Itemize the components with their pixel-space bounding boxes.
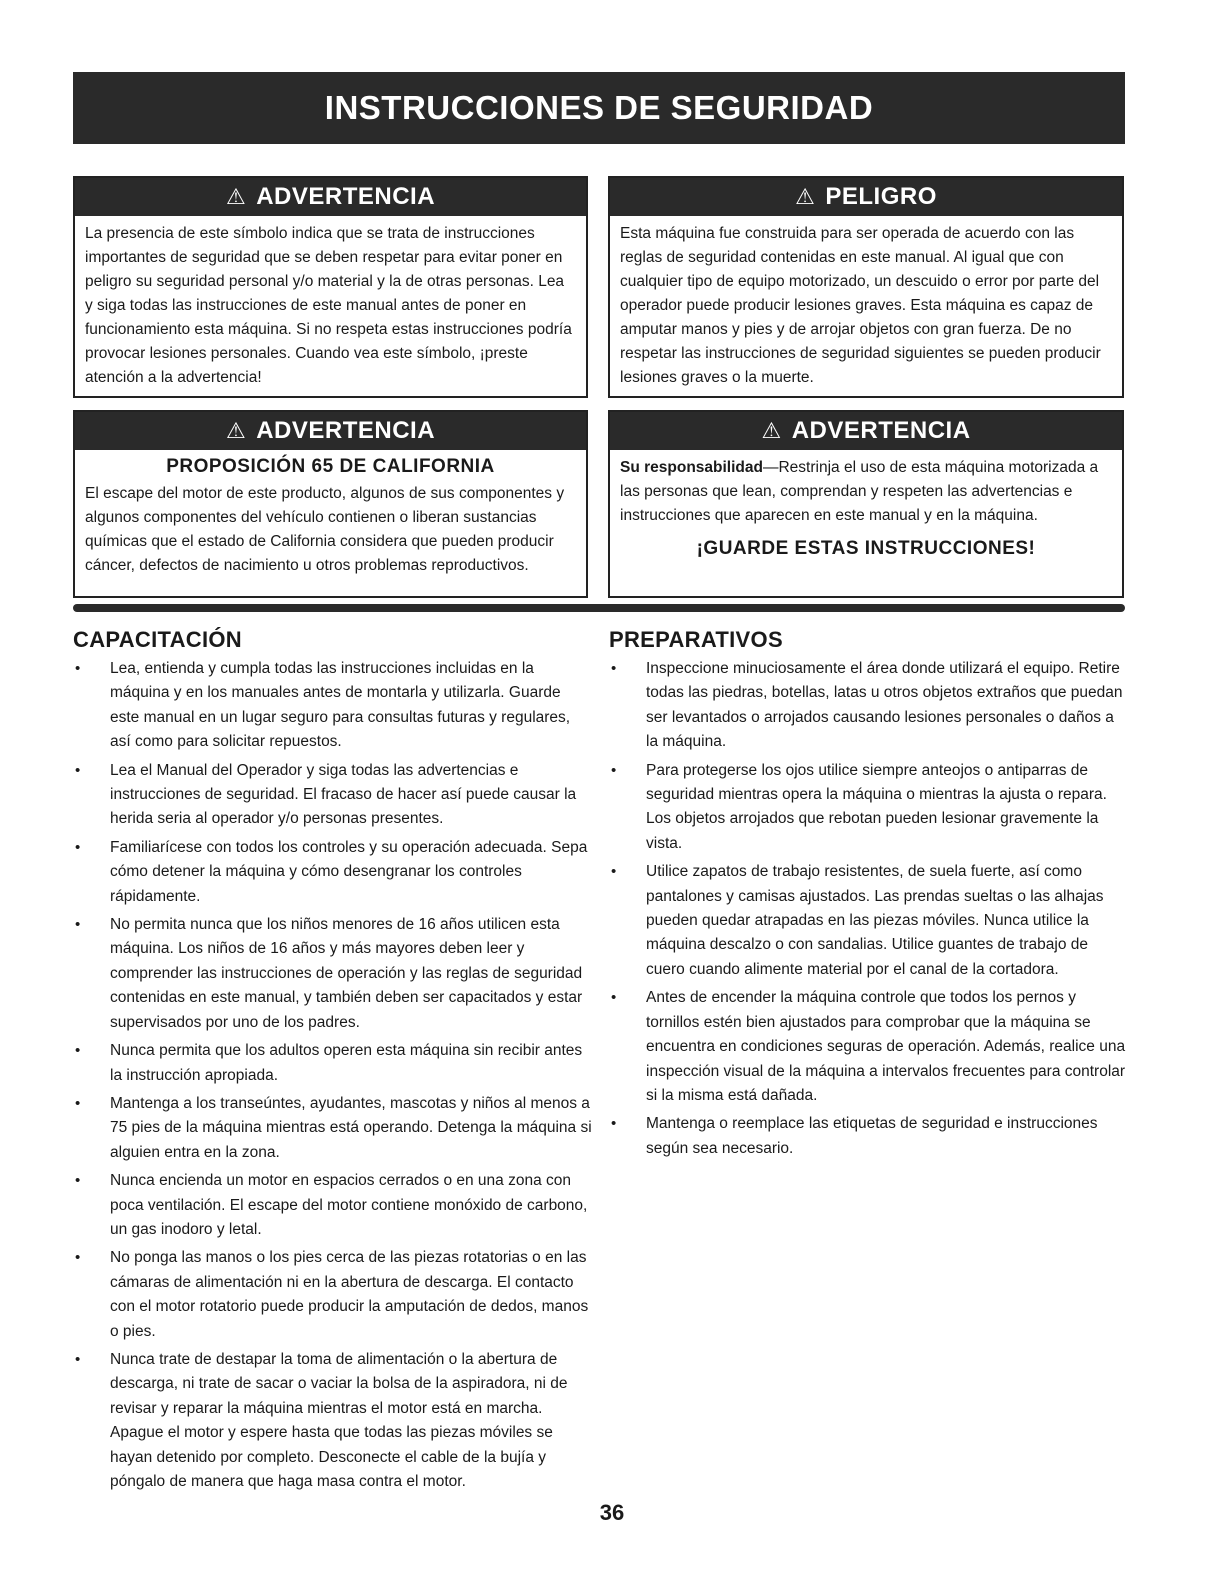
responsibility-header-label: ADVERTENCIA [791, 417, 971, 444]
capacitacion-list [73, 657, 593, 1494]
capacitacion-section [73, 627, 593, 1498]
list-item-text: No ponga las manos o los pies cerca de las piezas rotatorias o en las cámaras de alimentación ni en la abertura de descarga. El contacto con el motor rotatorio puede producir la amputación de dedos, manos o pies. [110, 1249, 589, 1340]
prop65-header-label: ADVERTENCIA [256, 417, 436, 444]
warning-box-prop65 [73, 410, 588, 598]
warning-text: La presencia de este símbolo indica que se trata de instrucciones importantes de seguridad que se deben respetar para evitar poner en peligro su seguridad personal y/o material y la de otras personas. Lea y siga todas las instrucciones de este manual antes de poner en funcionamiento esta máquina. Si no respeta estas instrucciones podría provocar lesiones personales. Cuando vea este símbolo, ¡preste atención a la advertencia! [85, 225, 572, 386]
list-item [73, 1039, 593, 1088]
warning-box-responsibility [608, 410, 1124, 598]
list-item [73, 836, 593, 909]
list-item [609, 986, 1129, 1108]
bullet-dot-icon: • [611, 660, 617, 677]
list-item [609, 1112, 1129, 1161]
responsibility-lead: Su responsabilidad [620, 459, 763, 476]
list-item [609, 860, 1129, 982]
bullet-dot-icon: • [611, 863, 617, 881]
list-item [609, 759, 1129, 857]
list-item-text: Antes de encender la máquina controle que todos los pernos y tornillos estén bien ajustados para comprobar que la máquina se encuentra en condiciones seguras de operación. Además, realice una inspección visual de la máquina a intervalos frecuentes para controlar si la misma está dañada. [646, 989, 1126, 1104]
list-item [73, 1246, 593, 1344]
list-item-text: Inspeccione minuciosamente el área donde utilizará el equipo. Retire todas las piedras, botellas, latas u otros objetos extraños que puedan ser levantados o arrojados causando lesiones personales o daños a la máquina. [646, 660, 1123, 751]
prop65-subtitle: PROPOSICIÓN 65 DE CALIFORNIA [166, 456, 495, 477]
danger-box [608, 176, 1124, 398]
list-item-text: Mantenga o reemplace las etiquetas de seguridad e instrucciones según sea necesario. [646, 1115, 1098, 1157]
preparativos-title: PREPARATIVOS [609, 627, 783, 652]
capacitacion-title: CAPACITACIÓN [73, 627, 242, 652]
bullet-dot-icon: • [75, 1350, 81, 1368]
danger-header [610, 178, 1122, 216]
list-item-text: Mantenga a los transeúntes, ayudantes, mascotas y niños al menos a 75 pies de la máquina mientras está operando. Detenga la máquina si alguien entra en la zona. [110, 1094, 592, 1161]
bullet-dot-icon: • [75, 1172, 81, 1190]
preparativos-list [609, 657, 1129, 1161]
list-item-text: Lea el Manual del Operador y siga todas las advertencias e instrucciones de seguridad. El fracaso de hacer así puede causar la herida seria al operador y/o personas presentes. [110, 761, 577, 828]
warning-header-label: ADVERTENCIA [256, 183, 436, 210]
bullet-dot-icon: • [75, 1042, 81, 1060]
danger-text: Esta máquina fue construida para ser operada de acuerdo con las reglas de seguridad contenidas en este manual. Al igual que con cualquier tipo de equipo motorizado, un descuido o error por parte del operador puede producir lesiones graves. Esta máquina es capaz de amputar manos y pies y de arrojar objetos con gran fuerza. De no respetar las instrucciones de seguridad siguientes se pueden producir lesiones graves o la muerte. [620, 225, 1101, 386]
list-item [73, 759, 593, 832]
responsibility-body: —Restrinja el uso de esta máquina motorizada a las personas que lean, comprendan y respeten las advertencias e instrucciones que aparecen en este manual y en la máquina. [620, 459, 1099, 524]
list-item-text: Nunca encienda un motor en espacios cerrados o en una zona con poca ventilación. El escape del motor contiene monóxido de carbono, un gas inodoro y letal. [110, 1172, 588, 1238]
bullet-dot-icon: • [75, 1249, 81, 1267]
prop65-text: El escape del motor de este producto, algunos de sus componentes y algunos componentes del vehículo contienen o liberan sustancias químicas que el estado de California considera que pueden producir cáncer, defectos de nacimiento u otros problemas reproductivos. [85, 485, 565, 574]
list-item-text: Lea, entienda y cumpla todas las instrucciones incluidas en la máquina y en los manuales antes de montarla y utilizarla. Guarde este manual en un lugar seguro para consultas futuras y regulares, así como para solicitar repuestos. [110, 660, 571, 751]
preparativos-section [609, 627, 1129, 1165]
page-number: 36 [599, 1500, 625, 1525]
responsibility-header [610, 412, 1122, 450]
warning-header [75, 178, 586, 216]
list-item [73, 1348, 593, 1494]
list-item-text: Nunca permita que los adultos operen esta máquina sin recibir antes la instrucción apropiada. [110, 1042, 583, 1084]
warning-triangle-icon: ⚠ [795, 184, 816, 209]
list-item-text: Para protegerse los ojos utilice siempre anteojos o antiparras de seguridad mientras opera la máquina o mientras la ajusta o repara. Los objetos arrojados que rebotan pueden lesionar gravemente la vista. [646, 761, 1107, 852]
bullet-dot-icon: • [611, 1115, 617, 1133]
list-item-text: No permita nunca que los niños menores de 16 años utilicen esta máquina. Los niños de 16 años y más mayores deben leer y comprender las instrucciones de operación y las reglas de seguridad contenidas en este manual, y también deben ser capacitados y estar supervisados por uno de los padres. [110, 916, 583, 1031]
danger-header-label: PELIGRO [825, 183, 937, 210]
divider [73, 604, 1125, 612]
list-item [609, 657, 1129, 755]
list-item [73, 1092, 593, 1165]
bullet-dot-icon: • [75, 660, 81, 677]
warning-box-symbol [73, 176, 588, 398]
list-item [73, 913, 593, 1035]
bullet-dot-icon: • [75, 761, 81, 779]
list-item-text: Familiarícese con todos los controles y su operación adecuada. Sepa cómo detener la máquina y cómo desengranar los controles rápidamente. [110, 838, 588, 905]
bullet-dot-icon: • [611, 761, 617, 779]
page-title: INSTRUCCIONES DE SEGURIDAD [73, 72, 1125, 144]
save-instructions: ¡GUARDE ESTAS INSTRUCCIONES! [696, 538, 1036, 559]
warning-triangle-icon: ⚠ [225, 184, 247, 209]
warning-triangle-icon: ⚠ [225, 418, 247, 443]
warning-triangle-icon: ⚠ [761, 418, 782, 443]
bullet-dot-icon: • [611, 989, 617, 1007]
list-item [73, 657, 593, 755]
list-item-text: Nunca trate de destapar la toma de alimentación o la abertura de descarga, ni trate de sacar o vaciar la bolsa de la aspiradora, ni de revisar y reparar la máquina mientras el motor está en marcha. Apague el motor y espere hasta que todas las piezas móviles se hayan detenido por completo. Desconecte el cable de la bujía y póngalo de manera que haga masa contra el motor. [110, 1350, 568, 1490]
bullet-dot-icon: • [75, 1094, 81, 1112]
prop65-header [75, 412, 586, 450]
bullet-dot-icon: • [75, 916, 81, 934]
bullet-dot-icon: • [75, 838, 81, 856]
list-item [73, 1169, 593, 1242]
list-item-text: Utilice zapatos de trabajo resistentes, de suela fuerte, así como pantalones y camisas ajustados. Las prendas sueltas o las alhajas pueden quedar atrapadas en las piezas móviles. Nunca utilice la máquina descalzo o con sandalias. Utilice guantes de trabajo de cuero cuando alimente material por el canal de la cortadora. [646, 863, 1104, 978]
responsibility-text [610, 450, 1122, 534]
